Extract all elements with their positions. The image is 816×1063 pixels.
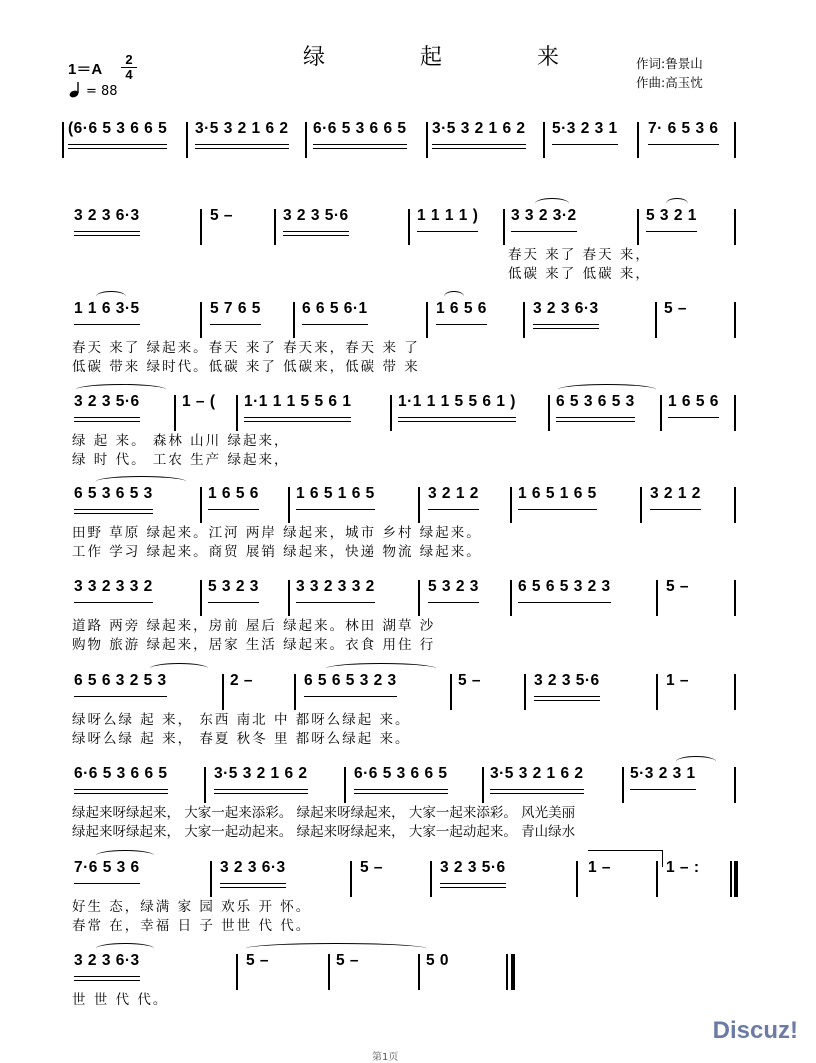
lyrics-verse-1: 绿 起 来。 森林 山川 绿起来， xyxy=(72,433,290,449)
measure: 3 2 3 5·6 xyxy=(534,672,600,700)
measure: 6·6 5 3 6 6 5 xyxy=(354,765,448,793)
lyrics-verse-1: 世 世 代 代。 xyxy=(72,992,169,1008)
measure: 1 – xyxy=(666,672,690,689)
lyrics-verse-2: 工作 学习 绿起来。商贸 展销 绿起来，快递 物流 绿起来。 xyxy=(72,544,482,560)
measure: 6 5 6 5 3 2 3 xyxy=(518,578,611,606)
lyrics-verse-2: 绿 时 代。 工农 生产 绿起来， xyxy=(72,452,290,468)
measure: 3 2 1 2 xyxy=(428,485,479,513)
score-system-5 xyxy=(0,485,816,581)
measure: 5 7 6 5 xyxy=(210,300,261,328)
score-system-1 xyxy=(0,120,816,216)
score-system-9 xyxy=(0,859,816,955)
lyrics-verse-2: 绿起来呀绿起来， 大家一起动起来。 绿起来呀绿起来， 大家一起动起来。 青山绿水 xyxy=(72,824,576,840)
measure: 3 2 3 5·6 xyxy=(283,207,349,235)
measure: 7· 6 5 3 6 xyxy=(648,120,719,148)
measure: 7·6 5 3 6 xyxy=(74,859,140,887)
lyrics-verse-2: 绿呀么绿 起 来， 春夏 秋冬 里 都呀么绿起 来。 xyxy=(72,731,411,747)
score-system-7 xyxy=(0,672,816,768)
lyrics-verse-2: 低碳 来了 低碳 来， xyxy=(508,266,651,282)
measure: 1 6 5 6 xyxy=(668,393,719,421)
time-signature xyxy=(121,54,137,81)
measure: 1 1 1 1 ) xyxy=(417,207,478,235)
meter-top: 2 xyxy=(125,52,133,67)
measure: 5 – xyxy=(458,672,482,689)
quarter-note-icon xyxy=(68,82,86,98)
lyricist: 作词:鲁景山 xyxy=(636,56,703,71)
measure: 3 2 3 6·3 xyxy=(74,207,140,235)
measure: 5 – xyxy=(664,300,688,317)
measure: 3·5 3 2 1 6 2 xyxy=(195,120,289,148)
measure: 5 3 2 1 xyxy=(646,207,697,235)
measure: 3 3 2 3 3 2 xyxy=(296,578,375,606)
measure: 6 5 6 5 3 2 3 xyxy=(304,672,397,700)
score-system-4 xyxy=(0,393,816,489)
measure: 1·1 1 1 5 5 6 1 ) xyxy=(398,393,516,421)
measure: 3·5 3 2 1 6 2 xyxy=(490,765,584,793)
lyrics-verse-2: 春常 在，幸福 日 子 世世 代 代。 xyxy=(72,918,312,934)
measure: 3 2 3 5·6 xyxy=(440,859,506,887)
lyrics-verse-1: 春天 来了 春天 来， xyxy=(508,247,651,263)
measure: 5 3 2 3 xyxy=(428,578,479,606)
measure: 1 1 6 3·5 xyxy=(74,300,140,328)
measure: 5·3 2 3 1 xyxy=(630,765,696,793)
measure: 1 6 5 1 6 5 xyxy=(518,485,597,513)
composer: 作曲:高玉忱 xyxy=(636,75,703,90)
measure: 1 – xyxy=(588,859,612,876)
measure: 3 2 3 6·3 xyxy=(74,952,140,980)
measure: 6·6 5 3 6 6 5 xyxy=(313,120,407,148)
lyrics-verse-2: 低碳 带来 绿时代。低碳 来了 低碳来，低碳 带 来 xyxy=(72,359,420,375)
measure: 1 6 5 6 xyxy=(436,300,487,328)
measure: 1·1 1 1 5 5 6 1 xyxy=(244,393,351,421)
meter-bottom: 4 xyxy=(125,67,133,82)
measure: 6 5 6 3 2 5 3 xyxy=(74,672,167,700)
tempo-mark xyxy=(68,82,118,99)
page-number: 第1页 xyxy=(372,1052,399,1063)
measure: 5 – xyxy=(336,952,360,969)
lyrics-verse-1: 绿起来呀绿起来， 大家一起来添彩。 绿起来呀绿起来， 大家一起来添彩。 风光美丽 xyxy=(72,805,576,821)
score-system-8 xyxy=(0,765,816,861)
song-title: 绿 起 来 xyxy=(303,45,603,70)
lyrics-verse-1: 田野 草原 绿起来。江河 两岸 绿起来，城市 乡村 绿起来。 xyxy=(72,525,482,541)
lyrics-verse-1: 好生 态，绿满 家 园 欢乐 开 怀。 xyxy=(72,899,312,915)
measure: 3 3 2 3 3 2 xyxy=(74,578,153,606)
measure: 5 – xyxy=(246,952,270,969)
measure: (6·6 5 3 6 6 5 xyxy=(68,120,167,148)
measure: 5 – xyxy=(210,207,234,224)
measure: 3·5 3 2 1 6 2 xyxy=(432,120,526,148)
measure: 6 6 5 6·1 xyxy=(302,300,368,328)
credits xyxy=(636,54,703,92)
measure: 1 – : xyxy=(666,859,700,876)
measure: 5 3 2 3 xyxy=(208,578,259,606)
measure: 3 3 2 3·2 xyxy=(511,207,577,235)
measure: 5·3 2 3 1 xyxy=(552,120,618,148)
measure: 3 2 3 6·3 xyxy=(220,859,286,887)
measure: 2 – xyxy=(230,672,254,689)
measure: 3 2 3 5·6 xyxy=(74,393,140,421)
lyrics-verse-2: 购物 旅游 绿起来，居家 生活 绿起来。衣食 用住 行 xyxy=(72,637,436,653)
measure: 5 – xyxy=(666,578,690,595)
measure: 1 6 5 1 6 5 xyxy=(296,485,375,513)
score-system-2 xyxy=(0,207,816,303)
watermark-logo: Discuz! xyxy=(712,1017,798,1044)
lyrics-verse-1: 道路 两旁 绿起来，房前 屋后 绿起来。林田 湖草 沙 xyxy=(72,618,436,634)
lyrics-verse-1: 春天 来了 绿起来。春天 来了 春天来，春天 来 了 xyxy=(72,340,420,356)
score-system-6 xyxy=(0,578,816,674)
measure: 6 5 3 6 5 3 xyxy=(74,485,153,513)
measure: 6·6 5 3 6 6 5 xyxy=(74,765,168,793)
measure: 6 5 3 6 5 3 xyxy=(556,393,635,421)
measure: 1 – ( xyxy=(182,393,216,410)
measure: 5 0 xyxy=(426,952,450,969)
lyrics-verse-1: 绿呀么绿 起 来， 东西 南北 中 都呀么绿起 来。 xyxy=(72,712,411,728)
measure: 3 2 3 6·3 xyxy=(533,300,599,328)
measure: 1 6 5 6 xyxy=(208,485,259,513)
key-signature: 1＝A xyxy=(68,61,103,78)
measure: 5 – xyxy=(360,859,384,876)
measure: 3 2 1 2 xyxy=(650,485,701,513)
score-system-10 xyxy=(0,952,816,1048)
tempo-value: = 88 xyxy=(86,84,118,99)
measure: 3·5 3 2 1 6 2 xyxy=(214,765,308,793)
score-system-3 xyxy=(0,300,816,396)
